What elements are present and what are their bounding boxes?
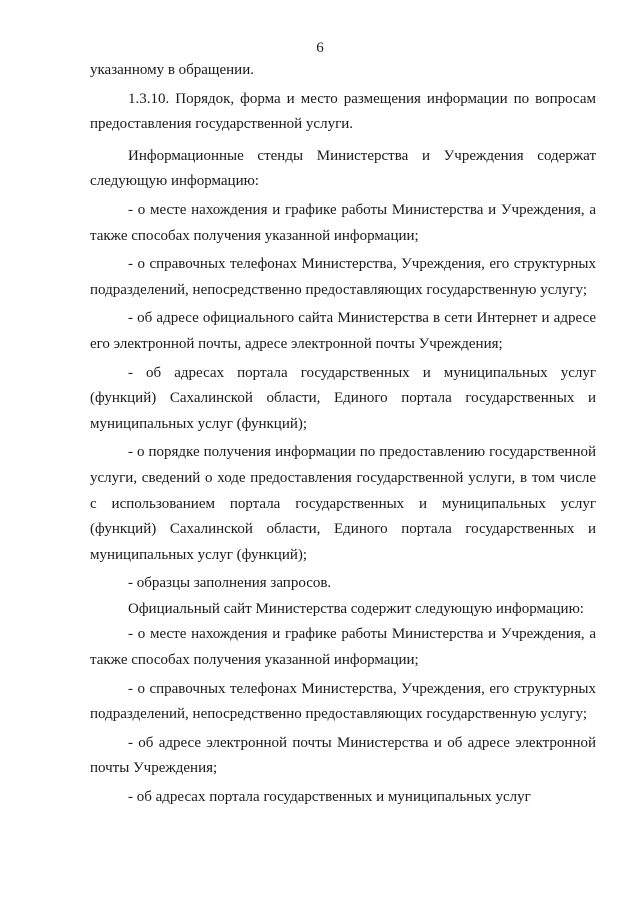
list-item: - о справочных телефонах Министерства, Учреждения, его структурных подразделений, непосредственно предоставляющих государственную услугу; — [90, 680, 596, 723]
list-item: - о справочных телефонах Министерства, Учреждения, его структурных подразделений, непосредственно предоставляющих государственную услугу; — [90, 256, 596, 298]
section-heading-1-3-10: 1.3.10. Порядок, форма и место размещения информации по вопросам предоставления государственной услуги. — [90, 90, 596, 133]
paragraph-official-site: Официальный сайт Министерства содержит следующую информацию: — [128, 600, 584, 617]
list-item: - об адресах портала государственных и муниципальных услуг — [128, 789, 531, 806]
page-number: 6 — [316, 40, 324, 56]
list-item: - образцы заполнения запросов. — [128, 575, 332, 592]
list-item: - об адресе электронной почты Министерства и об адресе электронной почты Учреждения; — [90, 734, 596, 777]
list-item: - о порядке получения информации по предоставлению государственной услуги, сведений о ходе предоставления государственной услуги, в том числе с использованием портала государственных и муниципальных услуг (функций) Сахалинской области, Единого портала государственных и муниципальных услуг (функций); — [90, 444, 596, 563]
list-item: - об адресах портала государственных и муниципальных услуг (функций) Сахалинской области, Единого портала государственных и муниципальных услуг (функций); — [90, 364, 596, 432]
list-item: - о месте нахождения и графике работы Министерства и Учреждения, а также способах получения указанной информации; — [90, 626, 596, 669]
document-body — [90, 58, 596, 811]
list-item: - о месте нахождения и графике работы Министерства и Учреждения, а также способах получения указанной информации; — [90, 201, 596, 244]
paragraph-continuation: указанному в обращении. — [90, 62, 254, 78]
list-item: - об адресе официального сайта Министерства в сети Интернет и адресе его электронной почты, адресе электронной почты Учреждения; — [90, 310, 596, 352]
paragraph-info-stands: Информационные стенды Министерства и Учреждения содержат следующую информацию: — [90, 147, 596, 190]
